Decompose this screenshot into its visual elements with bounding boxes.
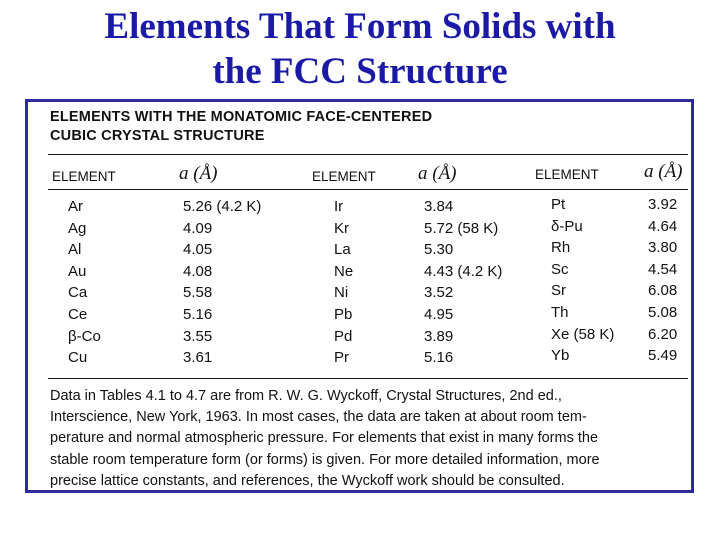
lattice-value-cell: 4.08: [183, 262, 213, 280]
group-3-values: [648, 194, 677, 367]
lattice-value-cell: 5.58: [183, 284, 213, 302]
lattice-value-cell: 4.95: [424, 305, 454, 323]
slide-title-line-2: the FCC Structure: [212, 51, 508, 92]
slide-title-line-1: Elements That Form Solids with: [104, 6, 616, 47]
header-element-1: ELEMENT: [52, 169, 116, 184]
table-title-line-2: CUBIC CRYSTAL STRUCTURE: [50, 128, 265, 144]
element-cell: Al: [68, 241, 82, 259]
lattice-value-cell: 4.64: [648, 217, 678, 235]
element-cell: Kr: [334, 219, 349, 237]
element-cell: Th: [551, 303, 569, 321]
group-1-values: [183, 196, 261, 369]
element-cell: Ni: [334, 284, 349, 302]
footnote-line: Interscience, New York, 1963. In most cases, the data are taken at about room tem-: [50, 409, 587, 426]
element-cell: Xe (58 K): [551, 325, 615, 343]
table-title: [50, 108, 432, 146]
lattice-value-cell: 5.30: [424, 241, 454, 259]
lattice-value-cell: 3.89: [424, 327, 454, 345]
element-cell: Rh: [551, 239, 571, 257]
element-cell: Cu: [68, 349, 88, 367]
element-cell: Ne: [334, 262, 354, 280]
table-title-line-1: ELEMENTS WITH THE MONATOMIC FACE-CENTERED: [50, 109, 433, 125]
element-cell: Ar: [68, 198, 83, 215]
lattice-value-cell: 3.92: [648, 196, 678, 213]
footnote-line: perature and normal atmospheric pressure. For elements that exist in many forms the: [50, 430, 599, 447]
element-cell: β-Co: [68, 327, 101, 345]
table-image-frame: [25, 99, 694, 493]
table-bottom-rule: [48, 378, 688, 379]
lattice-value-cell: 5.16: [183, 305, 213, 323]
element-cell: Sr: [551, 282, 566, 300]
group-3-elements: [551, 194, 614, 367]
table-footnote: [50, 386, 690, 492]
lattice-value-cell: 5.49: [648, 347, 678, 365]
footnote-line: Data in Tables 4.1 to 4.7 are from R. W. G. Wyckoff, Crystal Structures, 2nd ed.,: [50, 388, 562, 404]
group-2-elements: [334, 196, 353, 369]
element-cell: Ag: [68, 219, 87, 237]
lattice-value-cell: 4.09: [183, 219, 213, 237]
header-rule: [48, 189, 688, 190]
lattice-value-cell: 3.61: [183, 349, 213, 367]
header-element-3: ELEMENT: [535, 167, 599, 182]
lattice-value-cell: 6.08: [648, 282, 678, 300]
element-cell: Sc: [551, 260, 569, 278]
element-cell: Ce: [68, 305, 88, 323]
lattice-value-cell: 5.16: [424, 349, 454, 367]
element-cell: Ir: [334, 198, 344, 215]
element-cell: Yb: [551, 347, 570, 365]
element-cell: Pd: [334, 327, 353, 345]
header-lattice-constant-3: a (Å): [644, 161, 683, 182]
element-cell: Ca: [68, 284, 88, 302]
lattice-value-cell: 3.80: [648, 239, 678, 257]
lattice-value-cell: 5.08: [648, 303, 678, 321]
footnote-line: stable room temperature form (or forms) is given. For more detailed information, more: [50, 451, 600, 468]
lattice-value-cell: 3.84: [424, 198, 454, 215]
lattice-value-cell: 4.54: [648, 260, 678, 278]
element-cell: Au: [68, 262, 87, 280]
lattice-value-cell: 4.05: [183, 241, 213, 259]
header-lattice-constant-1: a (Å): [179, 163, 218, 184]
header-lattice-constant-2: a (Å): [418, 163, 457, 184]
footnote-line: precise lattice constants, and references, the Wyckoff work should be consulted.: [50, 472, 565, 489]
group-2-values: [424, 196, 502, 369]
table-top-rule: [48, 154, 688, 155]
element-cell: La: [334, 241, 351, 259]
element-cell: Pt: [551, 196, 566, 213]
lattice-value-cell: 5.26 (4.2 K): [183, 198, 262, 215]
lattice-value-cell: 3.52: [424, 284, 454, 302]
lattice-value-cell: 6.20: [648, 325, 678, 343]
slide-title: [0, 4, 720, 94]
lattice-value-cell: 3.55: [183, 327, 213, 345]
element-cell: Pr: [334, 349, 349, 367]
element-cell: Pb: [334, 305, 353, 323]
group-1-elements: [68, 196, 101, 369]
header-element-2: ELEMENT: [312, 169, 376, 184]
element-cell: δ-Pu: [551, 217, 583, 235]
lattice-value-cell: 5.72 (58 K): [424, 219, 499, 237]
lattice-value-cell: 4.43 (4.2 K): [424, 262, 503, 280]
